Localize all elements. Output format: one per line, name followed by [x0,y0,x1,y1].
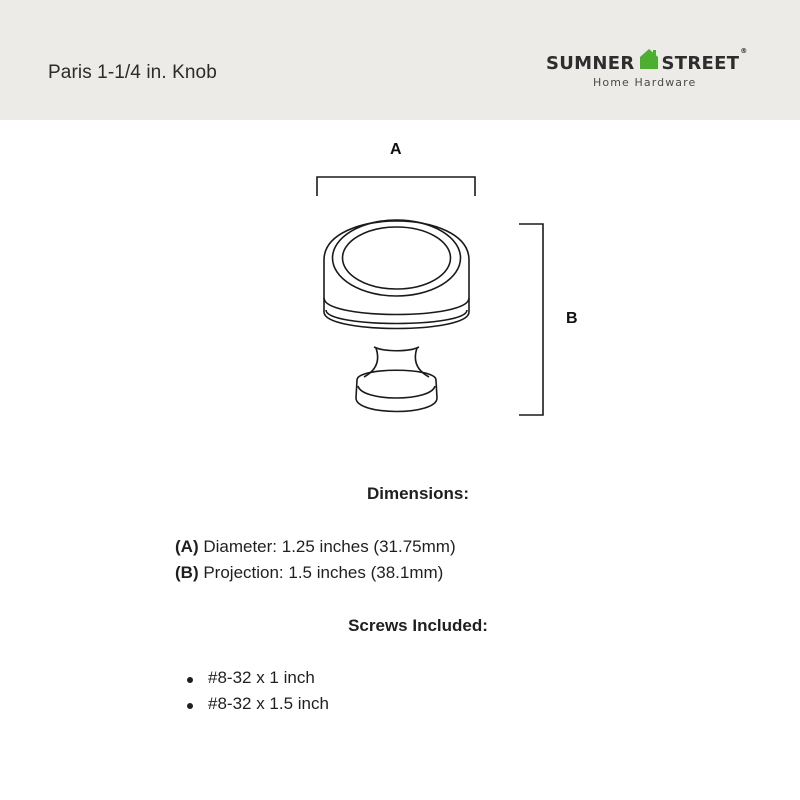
knob-base-outline [356,370,437,411]
spec-projection-text: Projection: 1.5 inches (38.1mm) [198,563,444,582]
brand-tagline: Home Hardware [593,76,697,89]
dimension-b-label: B [566,310,578,327]
brand-name [546,47,748,77]
knob-top-ring [333,220,461,296]
brand-logo [546,47,766,94]
brand-name-left: SUMNER [546,53,635,74]
header-banner [0,0,800,120]
dimension-b-bracket [519,224,543,415]
house-icon [639,48,659,75]
knob-head-outline [324,221,469,329]
screw-item: #8-32 x 1.5 inch [208,694,329,713]
knob-drawing [0,120,800,450]
spec-diameter-key: (A) [175,537,199,556]
dimension-a-bracket [317,177,475,196]
bullet-icon [187,703,193,709]
spec-projection [175,563,443,583]
knob-band-upper [324,298,469,315]
knob-band-lower [326,310,467,324]
knob-neck-top [374,347,419,351]
screws-heading: Screws Included: [348,616,488,635]
spec-diameter [175,537,456,557]
dimension-a-label: A [390,141,402,158]
knob-diagram [0,120,800,450]
knob-top-face [343,227,451,289]
knob-base-rim [358,386,435,398]
brand-name-right: STREET [661,53,740,74]
spec-projection-key: (B) [175,563,199,582]
product-title: Paris 1-1/4 in. Knob [48,62,217,83]
registered-mark: ® [740,47,748,55]
dimensions-heading: Dimensions: [366,484,470,503]
screw-item: #8-32 x 1 inch [208,668,315,687]
bullet-icon [187,677,193,683]
spec-diameter-text: Diameter: 1.25 inches (31.75mm) [198,537,456,556]
